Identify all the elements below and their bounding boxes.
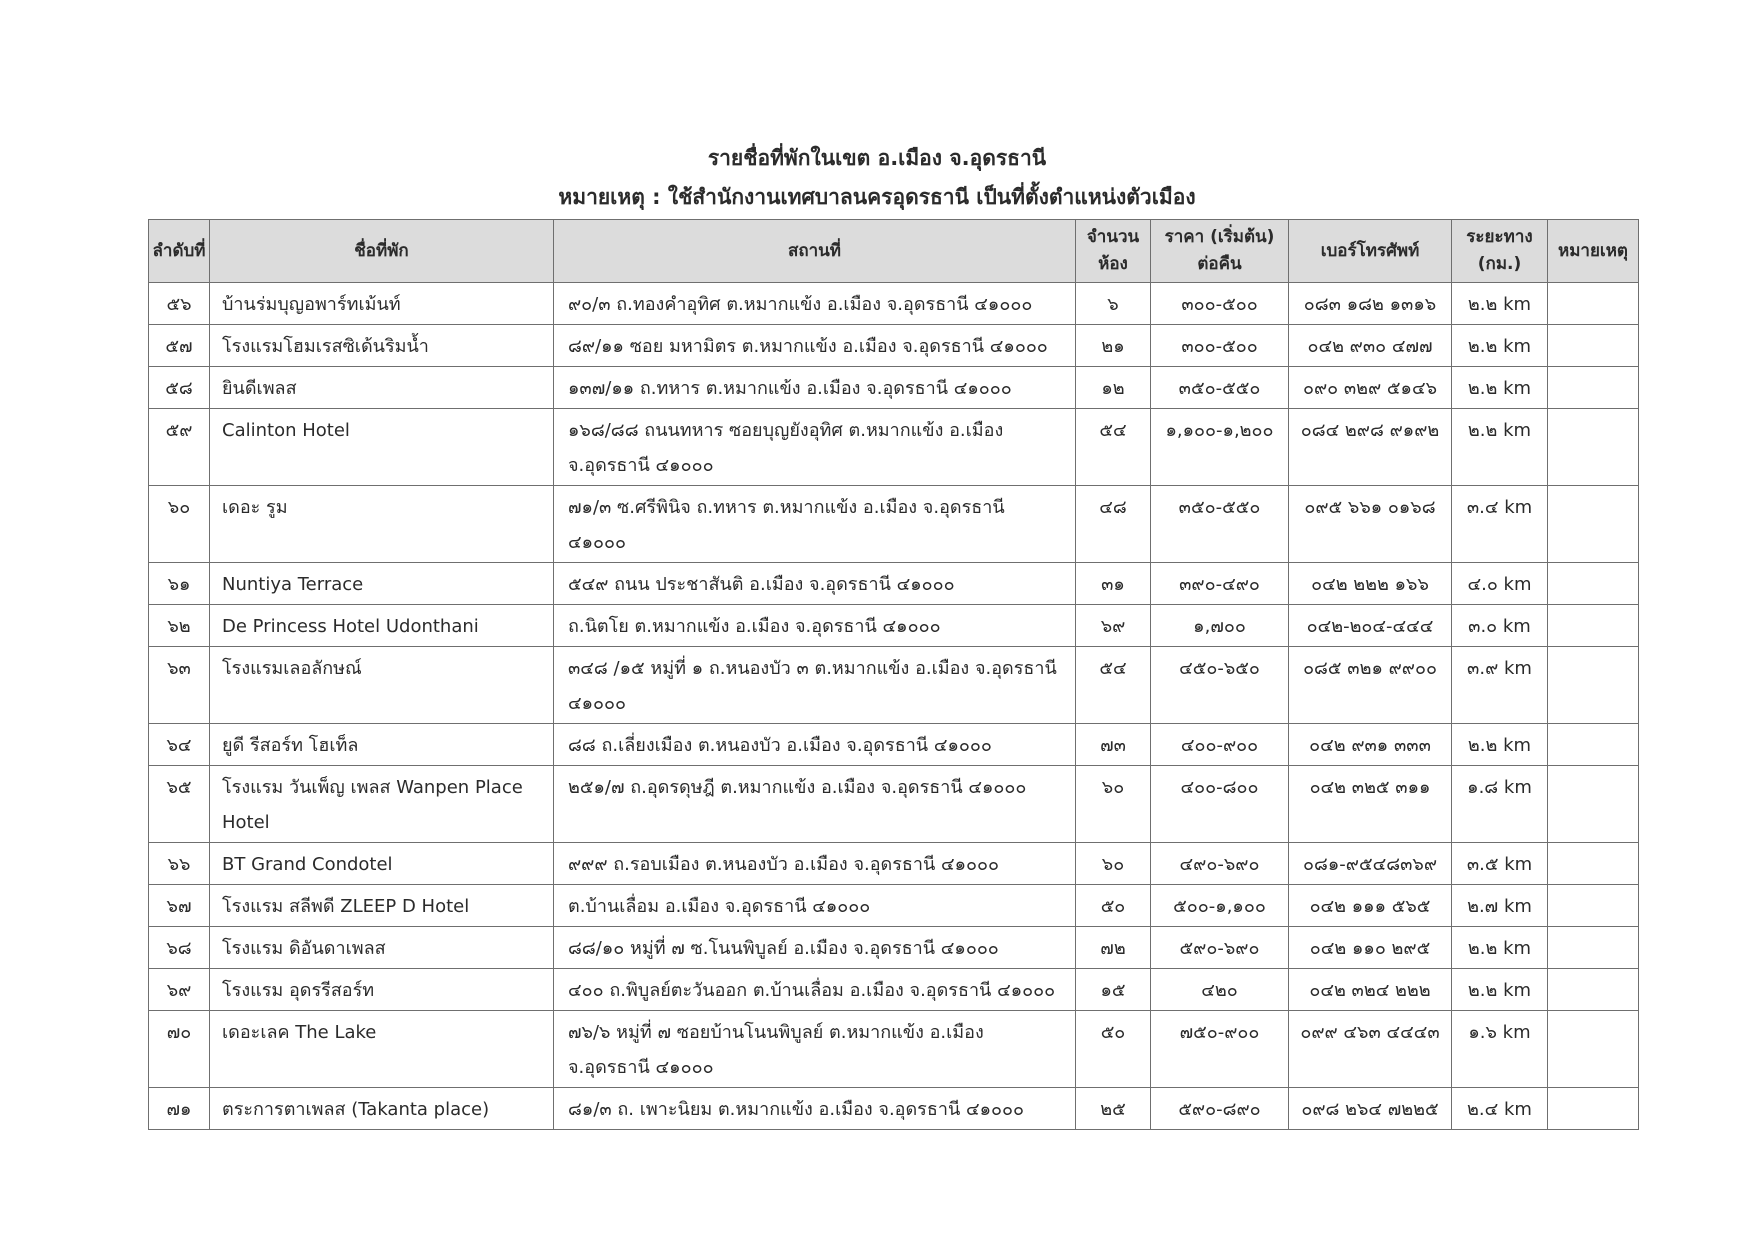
cell-remark <box>1548 325 1639 367</box>
cell-rooms: ๖๐ <box>1076 766 1151 843</box>
cell-no: ๖๘ <box>149 927 210 969</box>
cell-address: ๓๔๘ /๑๕ หมู่ที่ ๑ ถ.หนองบัว ๓ ต.หมากแข้ง อ.เมือง จ.อุดรธานี ๔๑๐๐๐ <box>554 647 1076 724</box>
cell-rooms: ๕๔ <box>1076 647 1151 724</box>
cell-distance: ๒.๔ km <box>1452 1088 1548 1130</box>
cell-address: ๗๖/๖ หมู่ที่ ๗ ซอยบ้านโนนพิบูลย์ ต.หมากแข้ง อ.เมือง จ.อุดรธานี ๔๑๐๐๐ <box>554 1011 1076 1088</box>
cell-no: ๕๖ <box>149 283 210 325</box>
cell-rooms: ๖๐ <box>1076 843 1151 885</box>
cell-price: ๕๙๐-๘๙๐ <box>1151 1088 1289 1130</box>
cell-distance: ๒.๒ km <box>1452 283 1548 325</box>
cell-no: ๖๑ <box>149 563 210 605</box>
cell-remark <box>1548 605 1639 647</box>
cell-price: ๓๕๐-๕๕๐ <box>1151 486 1289 563</box>
header-distance: ระยะทาง (กม.) <box>1452 220 1548 283</box>
cell-remark <box>1548 367 1639 409</box>
cell-remark <box>1548 969 1639 1011</box>
cell-price: ๔๐๐-๙๐๐ <box>1151 724 1289 766</box>
cell-name: ยูดี รีสอร์ท โฮเท็ล <box>210 724 554 766</box>
cell-phone: ๐๘๔ ๒๙๘ ๙๑๙๒ <box>1289 409 1452 486</box>
cell-name: ยินดีเพลส <box>210 367 554 409</box>
header-price: ราคา (เริ่มต้น) ต่อคืน <box>1151 220 1289 283</box>
cell-phone: ๐๙๐ ๓๒๙ ๕๑๔๖ <box>1289 367 1452 409</box>
cell-name: โรงแรม อุดรรีสอร์ท <box>210 969 554 1011</box>
cell-price: ๗๕๐-๙๐๐ <box>1151 1011 1289 1088</box>
cell-price: ๓๐๐-๕๐๐ <box>1151 325 1289 367</box>
cell-distance: ๓.๐ km <box>1452 605 1548 647</box>
cell-no: ๕๙ <box>149 409 210 486</box>
cell-remark <box>1548 563 1639 605</box>
table-row <box>149 605 1639 647</box>
cell-remark <box>1548 283 1639 325</box>
cell-no: ๖๐ <box>149 486 210 563</box>
cell-no: ๖๗ <box>149 885 210 927</box>
cell-phone: ๐๔๒ ๓๒๔ ๒๒๒ <box>1289 969 1452 1011</box>
cell-phone: ๐๔๒ ๑๑๑ ๕๖๕ <box>1289 885 1452 927</box>
table-row <box>149 843 1639 885</box>
cell-remark <box>1548 843 1639 885</box>
cell-price: ๔๒๐ <box>1151 969 1289 1011</box>
cell-distance: ๓.๔ km <box>1452 486 1548 563</box>
cell-remark <box>1548 927 1639 969</box>
table-row <box>149 563 1639 605</box>
cell-rooms: ๗๓ <box>1076 724 1151 766</box>
cell-price: ๔๕๐-๖๕๐ <box>1151 647 1289 724</box>
cell-distance: ๑.๖ km <box>1452 1011 1548 1088</box>
table-row <box>149 927 1639 969</box>
cell-price: ๔๐๐-๘๐๐ <box>1151 766 1289 843</box>
cell-distance: ๑.๘ km <box>1452 766 1548 843</box>
cell-price: ๕๐๐-๑,๑๐๐ <box>1151 885 1289 927</box>
table-row <box>149 409 1639 486</box>
cell-distance: ๒.๒ km <box>1452 367 1548 409</box>
cell-phone: ๐๔๒ ๓๒๕ ๓๑๑ <box>1289 766 1452 843</box>
cell-name: Calinton Hotel <box>210 409 554 486</box>
cell-phone: ๐๔๒ ๒๒๒ ๑๖๖ <box>1289 563 1452 605</box>
cell-price: ๔๙๐-๖๙๐ <box>1151 843 1289 885</box>
cell-name: ตระการตาเพลส (Takanta place) <box>210 1088 554 1130</box>
cell-price: ๑,๑๐๐-๑,๒๐๐ <box>1151 409 1289 486</box>
cell-price: ๕๙๐-๖๙๐ <box>1151 927 1289 969</box>
cell-address: ๙๙๙ ถ.รอบเมือง ต.หนองบัว อ.เมือง จ.อุดรธานี ๔๑๐๐๐ <box>554 843 1076 885</box>
table-row <box>149 969 1639 1011</box>
document-note: หมายเหตุ : ใช้สำนักงานเทศบาลนครอุดรธานี เป็นที่ตั้งตำแหน่งตัวเมือง <box>558 185 1196 209</box>
cell-distance: ๒.๒ km <box>1452 325 1548 367</box>
cell-address: ๑๓๗/๑๑ ถ.ทหาร ต.หมากแข้ง อ.เมือง จ.อุดรธานี ๔๑๐๐๐ <box>554 367 1076 409</box>
cell-distance: ๓.๙ km <box>1452 647 1548 724</box>
cell-price: ๓๕๐-๕๕๐ <box>1151 367 1289 409</box>
cell-distance: ๒.๒ km <box>1452 969 1548 1011</box>
cell-rooms: ๖๙ <box>1076 605 1151 647</box>
accommodation-table <box>148 219 1639 1130</box>
cell-distance: ๓.๕ km <box>1452 843 1548 885</box>
cell-rooms: ๖ <box>1076 283 1151 325</box>
cell-name: บ้านร่มบุญอพาร์ทเม้นท์ <box>210 283 554 325</box>
header-no: ลำดับที่ <box>149 220 210 283</box>
cell-no: ๗๑ <box>149 1088 210 1130</box>
cell-rooms: ๒๑ <box>1076 325 1151 367</box>
cell-no: ๖๙ <box>149 969 210 1011</box>
cell-rooms: ๕๐ <box>1076 1011 1151 1088</box>
cell-remark <box>1548 885 1639 927</box>
cell-name: เดอะ รูม <box>210 486 554 563</box>
cell-phone: ๐๙๘ ๒๖๔ ๗๒๒๕ <box>1289 1088 1452 1130</box>
cell-distance: ๔.๐ km <box>1452 563 1548 605</box>
cell-distance: ๒.๒ km <box>1452 409 1548 486</box>
cell-no: ๕๘ <box>149 367 210 409</box>
table-row <box>149 1011 1639 1088</box>
cell-no: ๕๗ <box>149 325 210 367</box>
cell-phone: ๐๙๙ ๔๖๓ ๔๔๔๓ <box>1289 1011 1452 1088</box>
cell-name: เดอะเลค The Lake <box>210 1011 554 1088</box>
cell-phone: ๐๙๕ ๖๖๑ ๐๑๖๘ <box>1289 486 1452 563</box>
header-rooms: จำนวนห้อง <box>1076 220 1151 283</box>
table-row <box>149 325 1639 367</box>
header-phone: เบอร์โทรศัพท์ <box>1289 220 1452 283</box>
cell-rooms: ๑๕ <box>1076 969 1151 1011</box>
table-row <box>149 486 1639 563</box>
cell-name: De Princess Hotel Udonthani <box>210 605 554 647</box>
table-row <box>149 1088 1639 1130</box>
cell-address: ๘๑/๓ ถ. เพาะนิยม ต.หมากแข้ง อ.เมือง จ.อุดรธานี ๔๑๐๐๐ <box>554 1088 1076 1130</box>
cell-name: Nuntiya Terrace <box>210 563 554 605</box>
table-row <box>149 367 1639 409</box>
table-row <box>149 724 1639 766</box>
cell-no: ๖๔ <box>149 724 210 766</box>
cell-remark <box>1548 724 1639 766</box>
cell-remark <box>1548 766 1639 843</box>
cell-phone: ๐๔๒ ๙๓๑ ๓๓๓ <box>1289 724 1452 766</box>
header-address: สถานที่ <box>554 220 1076 283</box>
cell-price: ๓๙๐-๔๙๐ <box>1151 563 1289 605</box>
cell-phone: ๐๔๒ ๑๑๐ ๒๙๕ <box>1289 927 1452 969</box>
cell-name: BT Grand Condotel <box>210 843 554 885</box>
cell-name: โรงแรม วันเพ็ญ เพลส Wanpen Place Hotel <box>210 766 554 843</box>
cell-address: ๘๙/๑๑ ซอย มหามิตร ต.หมากแข้ง อ.เมือง จ.อุดรธานี ๔๑๐๐๐ <box>554 325 1076 367</box>
document-title: รายชื่อที่พักในเขต อ.เมือง จ.อุดรธานี <box>707 146 1047 170</box>
cell-rooms: ๕๔ <box>1076 409 1151 486</box>
cell-phone: ๐๘๑-๙๕๔๘๓๖๙ <box>1289 843 1452 885</box>
cell-address: ต.บ้านเลื่อม อ.เมือง จ.อุดรธานี ๔๑๐๐๐ <box>554 885 1076 927</box>
cell-name: โรงแรมโฮมเรสซิเด้นริมน้ำ <box>210 325 554 367</box>
cell-phone: ๐๘๓ ๑๘๒ ๑๓๑๖ <box>1289 283 1452 325</box>
cell-address: ๙๐/๓ ถ.ทองคำอุทิศ ต.หมากแข้ง อ.เมือง จ.อุดรธานี ๔๑๐๐๐ <box>554 283 1076 325</box>
cell-no: ๖๓ <box>149 647 210 724</box>
table-row <box>149 283 1639 325</box>
cell-name: โรงแรม สลีพดี ZLEEP D Hotel <box>210 885 554 927</box>
table-row <box>149 885 1639 927</box>
cell-phone: ๐๔๒ ๙๓๐ ๔๗๗ <box>1289 325 1452 367</box>
cell-rooms: ๑๒ <box>1076 367 1151 409</box>
cell-phone: ๐๔๒-๒๐๔-๔๔๔ <box>1289 605 1452 647</box>
cell-distance: ๒.๒ km <box>1452 724 1548 766</box>
cell-no: ๖๖ <box>149 843 210 885</box>
cell-name: โรงแรม ดิอันดาเพลส <box>210 927 554 969</box>
cell-name: โรงแรมเลอลักษณ์ <box>210 647 554 724</box>
cell-address: ๕๔๙ ถนน ประชาสันติ อ.เมือง จ.อุดรธานี ๔๑๐๐๐ <box>554 563 1076 605</box>
table-row <box>149 766 1639 843</box>
cell-address: ๔๐๐ ถ.พิบูลย์ตะวันออก ต.บ้านเลื่อม อ.เมือง จ.อุดรธานี ๔๑๐๐๐ <box>554 969 1076 1011</box>
cell-phone: ๐๘๕ ๓๒๑ ๙๙๐๐ <box>1289 647 1452 724</box>
cell-distance: ๒.๒ km <box>1452 927 1548 969</box>
cell-price: ๑,๗๐๐ <box>1151 605 1289 647</box>
cell-remark <box>1548 486 1639 563</box>
header-name: ชื่อที่พัก <box>210 220 554 283</box>
header-remark: หมายเหตุ <box>1548 220 1639 283</box>
cell-address: ถ.นิตโย ต.หมากแข้ง อ.เมือง จ.อุดรธานี ๔๑๐๐๐ <box>554 605 1076 647</box>
table-header-row <box>149 220 1639 283</box>
cell-address: ๒๕๑/๗ ถ.อุดรดุษฎี ต.หมากแข้ง อ.เมือง จ.อุดรธานี ๔๑๐๐๐ <box>554 766 1076 843</box>
cell-remark <box>1548 409 1639 486</box>
cell-remark <box>1548 1011 1639 1088</box>
cell-address: ๗๑/๓ ซ.ศรีพินิจ ถ.ทหาร ต.หมากแข้ง อ.เมือง จ.อุดรธานี ๔๑๐๐๐ <box>554 486 1076 563</box>
cell-rooms: ๗๒ <box>1076 927 1151 969</box>
table-row <box>149 647 1639 724</box>
cell-rooms: ๓๑ <box>1076 563 1151 605</box>
cell-no: ๖๕ <box>149 766 210 843</box>
cell-price: ๓๐๐-๕๐๐ <box>1151 283 1289 325</box>
cell-address: ๘๘/๑๐ หมู่ที่ ๗ ซ.โนนพิบูลย์ อ.เมือง จ.อุดรธานี ๔๑๐๐๐ <box>554 927 1076 969</box>
cell-no: ๗๐ <box>149 1011 210 1088</box>
cell-rooms: ๒๕ <box>1076 1088 1151 1130</box>
cell-address: ๘๘ ถ.เลี่ยงเมือง ต.หนองบัว อ.เมือง จ.อุดรธานี ๔๑๐๐๐ <box>554 724 1076 766</box>
cell-rooms: ๔๘ <box>1076 486 1151 563</box>
cell-address: ๑๖๘/๘๘ ถนนทหาร ซอยบุญยังอุทิศ ต.หมากแข้ง อ.เมือง จ.อุดรธานี ๔๑๐๐๐ <box>554 409 1076 486</box>
cell-remark <box>1548 1088 1639 1130</box>
cell-remark <box>1548 647 1639 724</box>
cell-distance: ๒.๗ km <box>1452 885 1548 927</box>
cell-rooms: ๕๐ <box>1076 885 1151 927</box>
cell-no: ๖๒ <box>149 605 210 647</box>
